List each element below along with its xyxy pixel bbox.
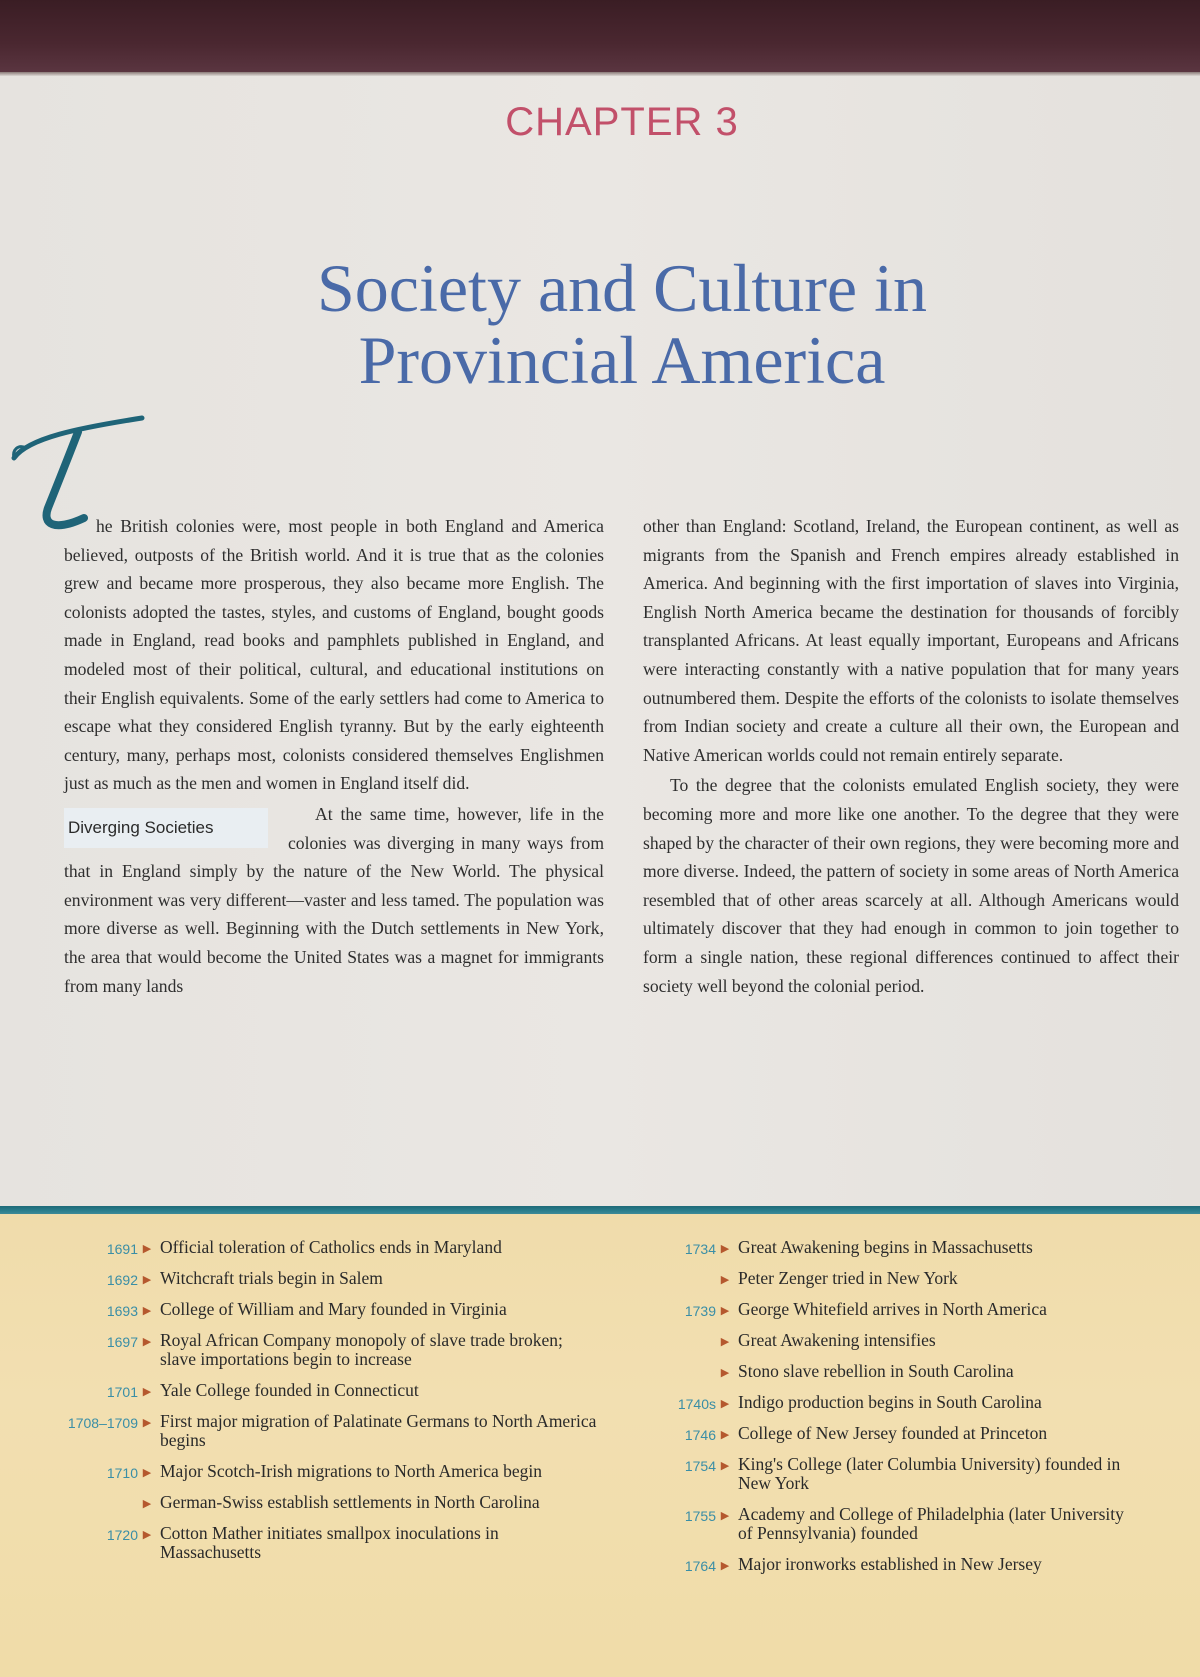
- timeline-event: Stono slave rebellion in South Carolina: [738, 1361, 1014, 1381]
- chapter-label: CHAPTER 3: [505, 100, 739, 144]
- timeline-event: German-Swiss establish settlements in North Carolina: [160, 1492, 540, 1512]
- timeline-entry: [0, 1412, 620, 1450]
- text-column-left: [64, 512, 604, 1000]
- bullet-arrow-icon: ▶: [720, 1510, 730, 1522]
- bullet-arrow-icon: ▶: [720, 1274, 730, 1286]
- timeline-year: 1740s: [677, 1396, 716, 1412]
- timeline-entry: [0, 1524, 620, 1562]
- top-photo-band: [0, 0, 1200, 72]
- bullet-arrow-icon: ▶: [142, 1498, 152, 1510]
- timeline-year: 1691: [106, 1241, 138, 1257]
- timeline-event: Great Awakening begins in Massachusetts: [738, 1237, 1033, 1257]
- timeline-year: 1701: [106, 1384, 138, 1400]
- chapter-title-line-1: Society and Culture in: [316, 250, 927, 326]
- timeline-event: Academy and College of Philadelphia (later University of Pennsylvania) founded: [738, 1504, 1124, 1543]
- timeline-entry: [0, 1493, 620, 1512]
- timeline-year: 1693: [106, 1303, 138, 1319]
- paragraph-4: To the degree that the colonists emulated English society, they were becoming more and more like one another. To the degree that they were shaped by the character of their own regions, they were becoming more and more diverse. Indeed, the pattern of society in some areas of North America resembled that of other areas scarcely at all. Although Americans would ultimately discover that they had enough in common to join together to form a single nation, these regional differences continued to affect their society well beyond the colonial period.: [643, 775, 1179, 996]
- bullet-arrow-icon: ▶: [720, 1398, 730, 1410]
- paragraph-2: [64, 800, 604, 1000]
- bullet-arrow-icon: ▶: [142, 1417, 152, 1429]
- timeline-event: Royal African Company monopoly of slave trade broken; slave importations begin to increase: [160, 1330, 563, 1369]
- timeline-entry: [610, 1393, 1190, 1412]
- bullet-arrow-icon: ▶: [720, 1560, 730, 1572]
- timeline-entry: [0, 1238, 620, 1257]
- timeline-year: 1739: [684, 1303, 716, 1319]
- timeline-event: George Whitefield arrives in North America: [738, 1299, 1047, 1319]
- timeline-event: College of William and Mary founded in Virginia: [160, 1299, 507, 1319]
- bullet-arrow-icon: ▶: [142, 1243, 152, 1255]
- timeline-event: Peter Zenger tried in New York: [738, 1268, 958, 1288]
- bullet-arrow-icon: ▶: [720, 1367, 730, 1379]
- timeline-year: 1755: [684, 1508, 716, 1524]
- timeline-entry: [0, 1269, 620, 1288]
- timeline-event: Official toleration of Catholics ends in Maryland: [160, 1237, 502, 1257]
- timeline-entry: [610, 1269, 1190, 1288]
- bullet-arrow-icon: ▶: [720, 1429, 730, 1441]
- timeline-year: 1746: [684, 1427, 716, 1443]
- timeline-event: College of New Jersey founded at Princeton: [738, 1423, 1048, 1443]
- timeline-event: Cotton Mather initiates smallpox inoculations in Massachusetts: [160, 1523, 499, 1562]
- timeline-entry: [610, 1555, 1190, 1574]
- timeline-year: 1708–1709: [67, 1415, 138, 1431]
- timeline-event: Great Awakening intensifies: [738, 1330, 936, 1350]
- timeline-event: King's College (later Columbia University) founded in New York: [738, 1454, 1121, 1493]
- bullet-arrow-icon: ▶: [720, 1305, 730, 1317]
- timeline-year: 1720: [106, 1527, 138, 1543]
- bullet-arrow-icon: ▶: [142, 1274, 152, 1286]
- timeline-entry: [0, 1331, 620, 1369]
- timeline-event: First major migration of Palatinate Germans to North America begins: [160, 1411, 597, 1450]
- timeline-year: 1710: [106, 1465, 138, 1481]
- timeline-event: Major ironworks established in New Jersey: [738, 1554, 1042, 1574]
- chronology-timeline: [0, 1214, 1200, 1677]
- bullet-arrow-icon: ▶: [720, 1243, 730, 1255]
- paragraph-3: other than England: Scotland, Ireland, the European continent, as well as migrants from the Spanish and French empires already established in America. And beginning with the first importation of slaves into Virginia, English North America became the destination for thousands of forcibly transplanted Africans. At least equally important, Europeans and Africans were interacting constantly with a native population that for many years outnumbered them. Despite the efforts of the colonists to isolate themselves from Indian society and create a culture all their own, the European and Native American worlds could not remain entirely separate.: [643, 516, 1179, 765]
- bullet-arrow-icon: ▶: [142, 1336, 152, 1348]
- timeline-entry: [610, 1505, 1190, 1543]
- timeline-event: Witchcraft trials begin in Salem: [160, 1268, 383, 1288]
- timeline-year: [610, 1331, 716, 1334]
- timeline-entry: [610, 1455, 1190, 1493]
- timeline-entry: [0, 1381, 620, 1400]
- chapter-title: [0, 252, 1200, 396]
- timeline-year: [610, 1362, 716, 1365]
- bullet-arrow-icon: ▶: [142, 1305, 152, 1317]
- timeline-entry: [610, 1238, 1190, 1257]
- timeline-event: Major Scotch-Irish migrations to North America begin: [160, 1461, 543, 1481]
- timeline-entry: [610, 1362, 1190, 1381]
- timeline-column-right: [610, 1238, 1190, 1586]
- timeline-entry: [610, 1424, 1190, 1443]
- timeline-year: [610, 1269, 716, 1272]
- timeline-entry: [610, 1331, 1190, 1350]
- bullet-arrow-icon: ▶: [142, 1529, 152, 1541]
- section-divider: [0, 1206, 1200, 1214]
- timeline-entry: [610, 1300, 1190, 1319]
- timeline-year: 1754: [684, 1458, 716, 1474]
- bullet-arrow-icon: ▶: [720, 1460, 730, 1472]
- timeline-event: Indigo production begins in South Carolina: [738, 1392, 1042, 1412]
- chapter-title-line-2: Provincial America: [358, 322, 886, 398]
- timeline-entry: [0, 1462, 620, 1481]
- bullet-arrow-icon: ▶: [142, 1386, 152, 1398]
- timeline-column-left: [0, 1238, 620, 1574]
- paragraph-1: he British colonies were, most people in both England and America believed, outposts of the British world. And it is true that as the colonies grew and became more prosperous, they also became more English. The colonists adopted the tastes, styles, and customs of England, bought goods made in England, read books and pamphlets published in England, and modeled most of their political, cultural, and educational institutions on their English equivalents. Some of the early settlers had come to America to escape what they considered English tyranny. But by the early eighteenth century, many, perhaps most, colonists considered themselves Englishmen just as much as the men and women in England itself did.: [64, 516, 604, 794]
- bullet-arrow-icon: ▶: [142, 1467, 152, 1479]
- paragraph-2-text: At the same time, however, life in the colonies was diverging in many ways from that in England simply by the nature of the New World. The physical environment was very different—vaster and less tamed. The population was more diverse as well. Beginning with the Dutch settlements in New York, the area that would become the United States was a magnet for immigrants from many lands: [64, 803, 604, 996]
- timeline-event: Yale College founded in Connecticut: [160, 1380, 419, 1400]
- margin-label: Diverging Societies: [64, 808, 268, 848]
- text-column-right: [643, 512, 1179, 1000]
- timeline-year: 1734: [684, 1241, 716, 1257]
- timeline-year: 1764: [684, 1558, 716, 1574]
- timeline-year: 1692: [106, 1272, 138, 1288]
- timeline-year: [0, 1493, 138, 1496]
- timeline-year: 1697: [106, 1334, 138, 1350]
- timeline-entry: [0, 1300, 620, 1319]
- bullet-arrow-icon: ▶: [720, 1336, 730, 1348]
